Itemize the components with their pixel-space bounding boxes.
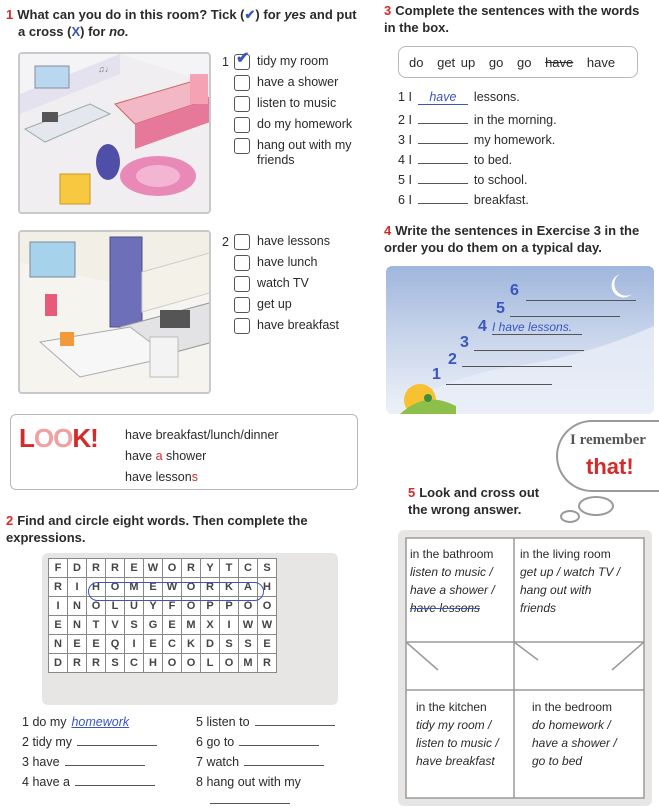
- ex2-title: 2 Find and circle eight words. Then complete the expressions.: [6, 513, 308, 545]
- checkbox[interactable]: [234, 318, 250, 334]
- grid-letter[interactable]: T: [87, 616, 106, 635]
- grid-letter[interactable]: R: [182, 559, 201, 578]
- option[interactable]: get up / watch TV /: [520, 565, 621, 579]
- step-line[interactable]: [462, 366, 572, 367]
- word-box: [398, 46, 638, 78]
- grid-letter[interactable]: O: [258, 597, 277, 616]
- room1-number: 1: [222, 55, 229, 69]
- tick-symbol: ✔: [244, 7, 256, 22]
- grid-letter[interactable]: A: [239, 578, 258, 597]
- room2-item: have breakfast: [234, 318, 372, 334]
- expressions-left: [22, 715, 192, 795]
- word-have-crossed: have: [545, 55, 574, 70]
- option[interactable]: have breakfast: [416, 754, 495, 768]
- grid-letter[interactable]: O: [182, 578, 201, 597]
- grid-letter[interactable]: O: [220, 654, 239, 673]
- grid-letter[interactable]: S: [125, 616, 144, 635]
- expression-item: 4 have a: [22, 775, 192, 795]
- answer-line[interactable]: [255, 725, 335, 726]
- room1-item: have a shower: [234, 75, 372, 91]
- grid-letter[interactable]: E: [144, 635, 163, 654]
- bedroom-cell: [532, 698, 650, 770]
- answer-line[interactable]: homework: [71, 715, 130, 729]
- checkbox[interactable]: [234, 75, 250, 91]
- checkbox[interactable]: [234, 96, 250, 112]
- grid-letter[interactable]: W: [258, 616, 277, 635]
- grid-letter[interactable]: O: [106, 578, 125, 597]
- option[interactable]: listen to music /: [416, 736, 499, 750]
- grid-letter[interactable]: M: [125, 578, 144, 597]
- grid-letter[interactable]: Y: [201, 559, 220, 578]
- answer-blank[interactable]: [418, 130, 468, 144]
- grid-letter[interactable]: O: [239, 597, 258, 616]
- bubble-tail: [578, 496, 614, 516]
- ex3-sentences: [398, 90, 648, 210]
- kitchen-illustration: [18, 230, 211, 394]
- word-do: do: [409, 55, 424, 70]
- room2-item: get up: [234, 297, 372, 313]
- grid-letter[interactable]: Y: [144, 597, 163, 616]
- grid-letter[interactable]: H: [258, 578, 277, 597]
- grid-letter[interactable]: E: [49, 616, 68, 635]
- sentence-item: 1 I have lessons.: [398, 90, 520, 104]
- answer-line[interactable]: [75, 785, 155, 786]
- circled-word: [88, 582, 264, 601]
- step-number: 3: [460, 334, 469, 351]
- answer-blank[interactable]: [418, 150, 468, 164]
- grid-letter[interactable]: O: [163, 654, 182, 673]
- check-icon: ✔: [236, 50, 250, 67]
- grid-letter[interactable]: W: [239, 616, 258, 635]
- step-number: 4: [478, 318, 487, 335]
- grid-letter[interactable]: O: [163, 559, 182, 578]
- bedroom-illustration: [18, 52, 211, 214]
- option[interactable]: listen to music /: [410, 565, 493, 579]
- grid-letter[interactable]: E: [144, 578, 163, 597]
- step-line[interactable]: [446, 384, 552, 385]
- room2-checklist: [222, 234, 372, 339]
- grid-letter[interactable]: Q: [106, 635, 125, 654]
- grid-letter[interactable]: E: [163, 616, 182, 635]
- grid-letter[interactable]: E: [68, 635, 87, 654]
- grid-letter[interactable]: E: [258, 635, 277, 654]
- grid-letter[interactable]: S: [220, 635, 239, 654]
- sky-art: [386, 266, 654, 414]
- room1-item: ✔ tidy my room: [236, 50, 329, 68]
- ex4-title: 4 Write the sentences in Exercise 3 in the order you do them on a typical day.: [384, 223, 640, 255]
- option[interactable]: do homework /: [532, 718, 611, 732]
- cross-symbol: X: [71, 24, 81, 39]
- step-line[interactable]: [510, 316, 620, 317]
- expression-item: 7 watch: [196, 755, 366, 775]
- word-go: go: [516, 55, 532, 70]
- grid-letter[interactable]: H: [144, 654, 163, 673]
- step-number: 2: [448, 351, 457, 368]
- option[interactable]: have a shower /: [532, 736, 617, 750]
- room1-checklist: [222, 50, 372, 173]
- answer-line[interactable]: [239, 745, 319, 746]
- grid-letter[interactable]: D: [49, 654, 68, 673]
- grid-row: [49, 616, 277, 635]
- option[interactable]: have a shower /: [410, 583, 495, 597]
- option-crossed[interactable]: have lessons: [410, 601, 481, 615]
- grid-letter[interactable]: R: [87, 559, 106, 578]
- answer-blank[interactable]: [418, 110, 468, 124]
- answer-blank[interactable]: have: [418, 91, 468, 105]
- checkbox[interactable]: [234, 276, 250, 292]
- checkbox[interactable]: [234, 297, 250, 313]
- word-have: have: [586, 55, 616, 70]
- grid-letter[interactable]: K: [220, 578, 239, 597]
- sentence-item: 3 I my homework.: [398, 130, 648, 150]
- grid-letter[interactable]: E: [87, 635, 106, 654]
- grid-letter[interactable]: R: [87, 654, 106, 673]
- grid-letter[interactable]: V: [106, 616, 125, 635]
- room2-item: have lunch: [234, 255, 372, 271]
- option[interactable]: go to bed: [532, 754, 583, 768]
- room1-item: hang out with my friends: [234, 138, 364, 168]
- answer-blank[interactable]: [418, 190, 468, 204]
- grid-letter[interactable]: P: [201, 597, 220, 616]
- look-text: have breakfast/lunch/dinner have a shower have lessons: [125, 428, 279, 484]
- step-line[interactable]: [474, 350, 584, 351]
- room-label: in the living room: [520, 547, 611, 561]
- room2-item: watch TV: [234, 276, 372, 292]
- grid-row: [49, 654, 277, 673]
- answer-line[interactable]: [244, 765, 324, 766]
- grid-letter[interactable]: D: [68, 559, 87, 578]
- room1-item: listen to music: [234, 96, 372, 112]
- grid-letter[interactable]: X: [201, 616, 220, 635]
- grid-letter[interactable]: F: [163, 597, 182, 616]
- step-number: 6: [510, 282, 519, 299]
- expression-item: 2 tidy my: [22, 735, 192, 755]
- grid-letter[interactable]: I: [125, 635, 144, 654]
- grid-letter[interactable]: C: [125, 654, 144, 673]
- grid-letter[interactable]: I: [68, 578, 87, 597]
- grid-letter[interactable]: T: [220, 559, 239, 578]
- grid-letter[interactable]: R: [68, 654, 87, 673]
- sentence-item: 5 I to school.: [398, 170, 648, 190]
- expression-item: 6 go to: [196, 735, 366, 755]
- svg-text:♫♩: ♫♩: [98, 64, 114, 74]
- grid-letter[interactable]: R: [49, 578, 68, 597]
- checkbox[interactable]: [234, 117, 250, 133]
- room2-number: 2: [222, 235, 229, 249]
- wordsearch-grid: [48, 558, 277, 673]
- checkbox[interactable]: [234, 50, 250, 70]
- grid-letter[interactable]: N: [68, 597, 87, 616]
- grid-letter[interactable]: O: [87, 597, 106, 616]
- expressions-right: [196, 715, 366, 795]
- bubble-tail: [560, 510, 580, 523]
- grid-letter[interactable]: H: [87, 578, 106, 597]
- checkbox[interactable]: [234, 255, 250, 271]
- grid-letter[interactable]: I: [49, 597, 68, 616]
- step-line[interactable]: I have lessons.: [492, 320, 582, 335]
- grid-letter[interactable]: I: [220, 616, 239, 635]
- grid-letter[interactable]: C: [239, 559, 258, 578]
- grid-letter[interactable]: S: [239, 635, 258, 654]
- grid-letter[interactable]: O: [182, 597, 201, 616]
- grid-letter[interactable]: M: [239, 654, 258, 673]
- grid-letter[interactable]: R: [201, 578, 220, 597]
- grid-letter[interactable]: G: [144, 616, 163, 635]
- sentence-item: 6 I breakfast.: [398, 190, 648, 210]
- ex5-title: 5 Look and cross out the wrong answer.: [408, 485, 540, 517]
- grid-letter[interactable]: F: [49, 559, 68, 578]
- remember-bubble: I remember that!: [556, 420, 659, 492]
- sentence-item: 4 I to bed.: [398, 150, 648, 170]
- room1-item: do my homework: [234, 117, 372, 133]
- room-label: in the kitchen: [416, 700, 487, 714]
- grid-letter[interactable]: R: [258, 654, 277, 673]
- bathroom-cell: [410, 545, 512, 617]
- grid-letter[interactable]: O: [182, 654, 201, 673]
- living-room-cell: [520, 545, 648, 617]
- grid-row: [49, 559, 277, 578]
- word-go: go: [488, 55, 504, 70]
- grid-letter[interactable]: U: [125, 597, 144, 616]
- sentence-item: 2 I in the morning.: [398, 110, 648, 130]
- ex1-title: 1 What can you do in this room? Tick (✔) for yes and put a cross (X) for no.: [6, 7, 357, 39]
- ex3-title: 3 Complete the sentences with the words in the box.: [384, 3, 640, 35]
- expression-item: 1 do my homework: [22, 715, 130, 729]
- look-logo: LOOK!: [19, 423, 98, 453]
- grid-letter[interactable]: W: [144, 559, 163, 578]
- checkbox[interactable]: [234, 234, 250, 250]
- option[interactable]: tidy my room /: [416, 718, 492, 732]
- checkbox[interactable]: [234, 138, 250, 154]
- word-get-up: get up: [437, 55, 476, 70]
- day-sky-panel: [386, 266, 654, 414]
- grid-letter[interactable]: R: [106, 559, 125, 578]
- step-number: 5: [496, 300, 505, 317]
- expression-item: 8 hang out with my: [196, 775, 301, 789]
- ex1-number: 1: [6, 7, 14, 22]
- answer-line[interactable]: [210, 803, 290, 804]
- step-line[interactable]: [526, 300, 636, 301]
- room-label: in the bathroom: [410, 547, 494, 561]
- room-label: in the bedroom: [532, 700, 613, 714]
- grid-letter[interactable]: P: [220, 597, 239, 616]
- expression-item: 5 listen to: [196, 715, 366, 735]
- room2-item: have lessons: [234, 234, 372, 250]
- answer-line[interactable]: [65, 765, 145, 766]
- grid-letter[interactable]: N: [49, 635, 68, 654]
- option[interactable]: hang out with: [520, 583, 592, 597]
- option[interactable]: friends: [520, 601, 557, 615]
- grid-row: [49, 635, 277, 654]
- grid-letter[interactable]: K: [182, 635, 201, 654]
- step-number: 1: [432, 366, 441, 383]
- grid-letter[interactable]: C: [163, 635, 182, 654]
- kitchen-cell: [416, 698, 518, 770]
- grid-letter[interactable]: L: [106, 597, 125, 616]
- answer-blank[interactable]: [418, 170, 468, 184]
- grid-letter[interactable]: S: [106, 654, 125, 673]
- grid-letter[interactable]: M: [182, 616, 201, 635]
- grid-letter[interactable]: N: [68, 616, 87, 635]
- grid-letter[interactable]: D: [201, 635, 220, 654]
- expression-item: 3 have: [22, 755, 192, 775]
- grid-letter[interactable]: L: [201, 654, 220, 673]
- look-box: [10, 414, 358, 490]
- grid-letter[interactable]: W: [163, 578, 182, 597]
- answer-line[interactable]: [77, 745, 157, 746]
- grid-letter[interactable]: E: [125, 559, 144, 578]
- grid-letter[interactable]: S: [258, 559, 277, 578]
